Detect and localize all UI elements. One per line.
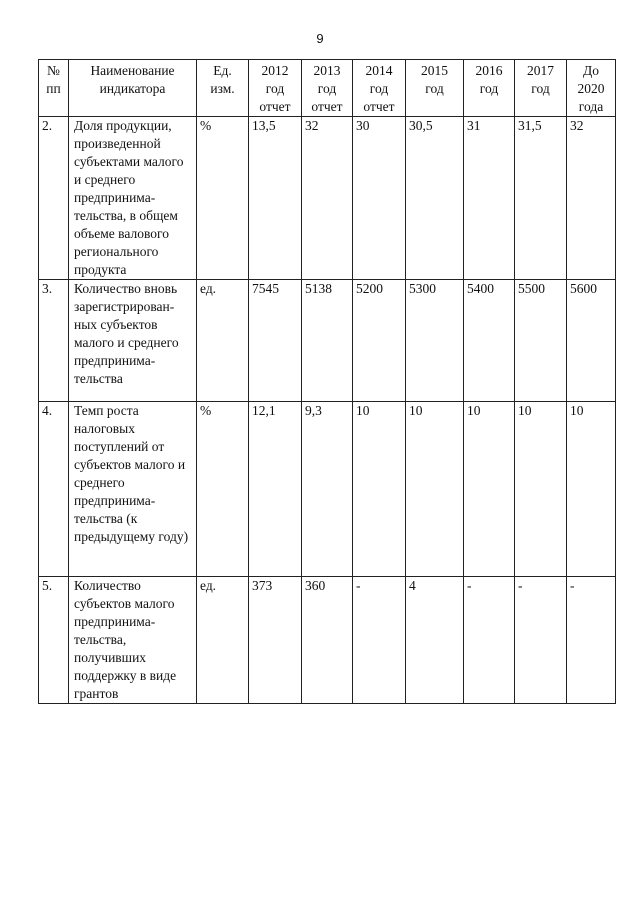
value-cell: 10 xyxy=(353,402,406,577)
header-cell: № пп xyxy=(39,60,69,117)
header-cell: 2012 год отчет xyxy=(249,60,302,117)
table-row xyxy=(39,577,616,704)
table-row xyxy=(39,280,616,402)
unit-cell: ед. xyxy=(197,280,249,402)
value-cell: 5138 xyxy=(302,280,353,402)
value-cell: - xyxy=(464,577,515,704)
value-cell: 10 xyxy=(567,402,616,577)
value-cell: 32 xyxy=(302,117,353,280)
value-cell: 30,5 xyxy=(406,117,464,280)
header-cell: 2014 год отчет xyxy=(353,60,406,117)
indicators-table xyxy=(38,59,616,704)
page-number: 9 xyxy=(316,31,324,46)
header-cell: Наименование индикатора xyxy=(69,60,197,117)
indicator-name-cell: Доля продукции, произведенной субъектами малого и среднего предпринима-тельства, в общем объеме валового регионального продукта xyxy=(69,117,197,280)
value-cell: 12,1 xyxy=(249,402,302,577)
indicator-name-cell: Количество субъектов малого предпринима-тельства, получивших поддержку в виде грантов xyxy=(69,577,197,704)
value-cell: 5400 xyxy=(464,280,515,402)
value-cell: - xyxy=(353,577,406,704)
value-cell: 5600 xyxy=(567,280,616,402)
value-cell: 5200 xyxy=(353,280,406,402)
value-cell: 4 xyxy=(406,577,464,704)
value-cell: 360 xyxy=(302,577,353,704)
header-cell: 2016 год xyxy=(464,60,515,117)
indicator-name-cell: Темп роста налоговых поступлений от субъектов малого и среднего предпринима-тельства (к предыдущему году) xyxy=(69,402,197,577)
unit-cell: ед. xyxy=(197,577,249,704)
header-cell: 2015 год xyxy=(406,60,464,117)
header-cell: Ед. изм. xyxy=(197,60,249,117)
table-row xyxy=(39,117,616,280)
value-cell: 10 xyxy=(515,402,567,577)
unit-cell: % xyxy=(197,402,249,577)
value-cell: 30 xyxy=(353,117,406,280)
unit-cell: % xyxy=(197,117,249,280)
value-cell: 373 xyxy=(249,577,302,704)
row-number-cell: 4. xyxy=(39,402,69,577)
row-number-cell: 2. xyxy=(39,117,69,280)
value-cell: 9,3 xyxy=(302,402,353,577)
row-number-cell: 5. xyxy=(39,577,69,704)
row-number-cell: 3. xyxy=(39,280,69,402)
value-cell: 5300 xyxy=(406,280,464,402)
value-cell: 13,5 xyxy=(249,117,302,280)
value-cell: 32 xyxy=(567,117,616,280)
header-cell: 2013 год отчет xyxy=(302,60,353,117)
header-cell: 2017 год xyxy=(515,60,567,117)
table-header-row xyxy=(39,60,616,117)
indicator-name-cell: Количество вновь зарегистрирован-ных субъектов малого и среднего предпринима-тельства xyxy=(69,280,197,402)
value-cell: 5500 xyxy=(515,280,567,402)
value-cell: 7545 xyxy=(249,280,302,402)
value-cell: 31 xyxy=(464,117,515,280)
value-cell: - xyxy=(515,577,567,704)
header-cell: До 2020 года xyxy=(567,60,616,117)
value-cell: - xyxy=(567,577,616,704)
value-cell: 10 xyxy=(406,402,464,577)
table-row xyxy=(39,402,616,577)
value-cell: 31,5 xyxy=(515,117,567,280)
value-cell: 10 xyxy=(464,402,515,577)
